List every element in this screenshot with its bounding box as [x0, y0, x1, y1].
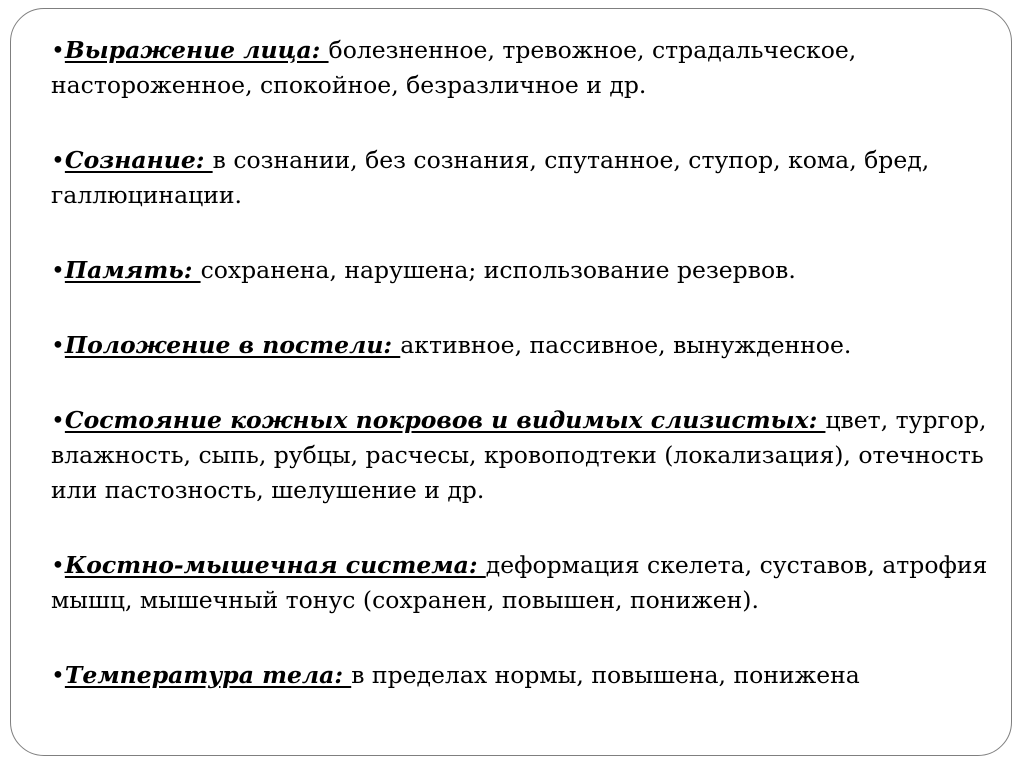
- bullet: •: [51, 661, 65, 689]
- item-text: сохранена, нарушена; использование резервов.: [200, 256, 796, 284]
- slide-frame: [10, 8, 1012, 756]
- bullet: •: [51, 406, 65, 434]
- slide-content: [51, 33, 1011, 733]
- bullet: •: [51, 551, 65, 579]
- list-item-skin-condition: [51, 403, 1011, 508]
- item-term: Температура тела:: [64, 661, 352, 689]
- list-item-musculoskeletal: [51, 548, 1011, 618]
- bullet: •: [51, 256, 65, 284]
- item-term: Выражение лица:: [64, 36, 329, 64]
- bullet: •: [51, 36, 65, 64]
- item-term: Сознание:: [64, 146, 213, 174]
- item-text: болезненное, тревожное, страдальческое, настороженное, спокойное, безразличное и др.: [51, 36, 857, 99]
- item-text: активное, пассивное, вынужденное.: [400, 331, 852, 359]
- item-term: Положение в постели:: [64, 331, 401, 359]
- list-item-bed-position: [51, 328, 1011, 363]
- item-term: Состояние кожных покровов и видимых слизистых:: [64, 406, 826, 434]
- list-item-memory: [51, 253, 1011, 288]
- bullet: •: [51, 146, 65, 174]
- list-item-consciousness: [51, 143, 1011, 213]
- item-text: деформация скелета, суставов, атрофия мышц, мышечный тонус (сохранен, повышен, понижен).: [51, 551, 988, 614]
- item-term: Костно-мышечная система:: [64, 551, 486, 579]
- item-text: цвет, тургор, влажность, сыпь, рубцы, расчесы, кровоподтеки (локализация), отечность или пастозность, шелушение и др.: [51, 406, 987, 504]
- item-term: Память:: [64, 256, 201, 284]
- list-item-facial-expression: [51, 33, 1011, 103]
- item-text: в сознании, без сознания, спутанное, ступор, кома, бред, галлюцинации.: [51, 146, 930, 209]
- list-item-body-temperature: [51, 658, 1011, 693]
- bullet: •: [51, 331, 65, 359]
- item-text: в пределах нормы, повышена, понижена: [351, 661, 860, 689]
